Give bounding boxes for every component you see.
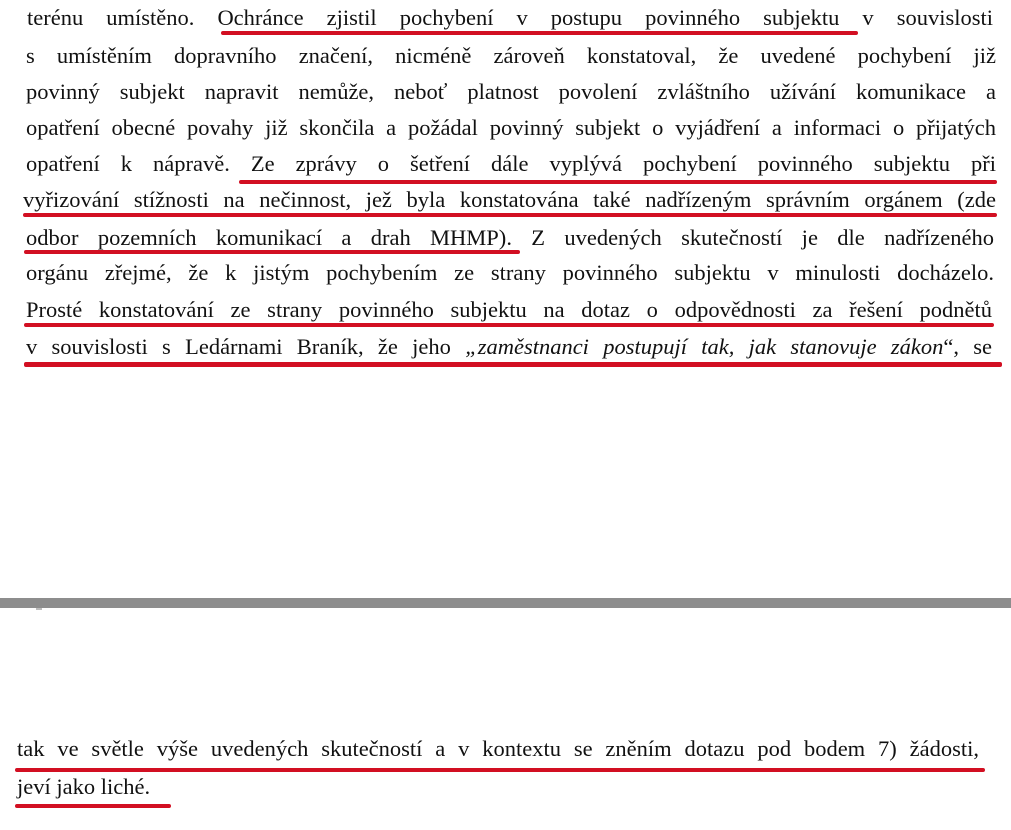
page1-text-line xyxy=(26,78,996,106)
text-segment: v souvislosti s Ledárnami Braník, že jeho xyxy=(26,334,466,359)
red-underline-mark xyxy=(24,250,520,254)
page-divider xyxy=(0,598,1011,608)
text-segment: odbor pozemních komunikací a drah MHMP) xyxy=(26,225,507,250)
page1-text-line xyxy=(26,114,996,142)
document-page-lower xyxy=(0,608,1011,830)
text-segment: “, se xyxy=(943,334,992,359)
text-segment: vyřizování stížnosti na nečinnost, jež byla konstatována také nadřízeným správním orgánem (zde xyxy=(23,187,996,212)
text-segment: Ze zprávy o šetření dále vyplývá pochybení povinného subjektu při xyxy=(250,151,996,176)
text-segment: opatření k nápravě. xyxy=(26,151,251,176)
text-segment: jeví jako liché. xyxy=(17,774,151,799)
page2-text-line xyxy=(17,735,979,763)
page1-text-line xyxy=(26,42,996,70)
text-segment: tak ve světle výše uvedených skutečností a v kontextu se zněním dotazu pod bodem 7) žádosti, xyxy=(17,736,979,761)
red-underline-mark xyxy=(15,768,985,772)
red-underline-mark xyxy=(24,323,994,327)
text-segment: v souvislosti xyxy=(839,5,993,30)
page1-text-line xyxy=(26,150,996,178)
page1-text-line xyxy=(26,333,992,361)
page1-text-line xyxy=(26,224,994,252)
text-segment: opatření obecné povahy již skončila a požádal povinný subjekt o vyjádření a informaci o přijatých xyxy=(26,115,996,140)
red-underline-mark xyxy=(23,213,997,217)
text-segment: povinný subjekt napravit nemůže, neboť platnost povolení zvláštního užívání komunikace a xyxy=(26,79,996,104)
red-underline-mark xyxy=(24,362,1002,367)
text-segment: orgánu zřejmé, že k jistým pochybením ze strany povinného subjektu v minulosti docházelo. xyxy=(26,260,994,285)
red-underline-mark xyxy=(221,31,858,35)
page1-text-line xyxy=(27,4,993,32)
red-underline-mark xyxy=(15,804,171,808)
page1-text-line xyxy=(26,296,992,324)
text-segment: Prosté konstatování ze strany povinného subjektu na dotaz o odpovědnosti za řešení podnětů xyxy=(26,297,992,322)
page2-text-line xyxy=(17,773,177,801)
text-segment: . Z uvedených skutečností je dle nadřízeného xyxy=(506,225,995,250)
page1-text-line xyxy=(23,186,996,214)
red-underline-mark xyxy=(239,180,997,184)
text-segment: terénu umístěno. xyxy=(27,5,218,30)
text-segment: s umístěním dopravního značení, nicméně zároveň konstatoval, že uvedené pochybení již xyxy=(26,43,996,68)
page1-text-line xyxy=(26,259,994,287)
quoted-text: „zaměstnanci postupují tak, jak stanovuje zákon xyxy=(465,334,944,359)
text-segment: Ochránce zjistil pochybení v postupu povinného subjektu xyxy=(217,5,840,30)
